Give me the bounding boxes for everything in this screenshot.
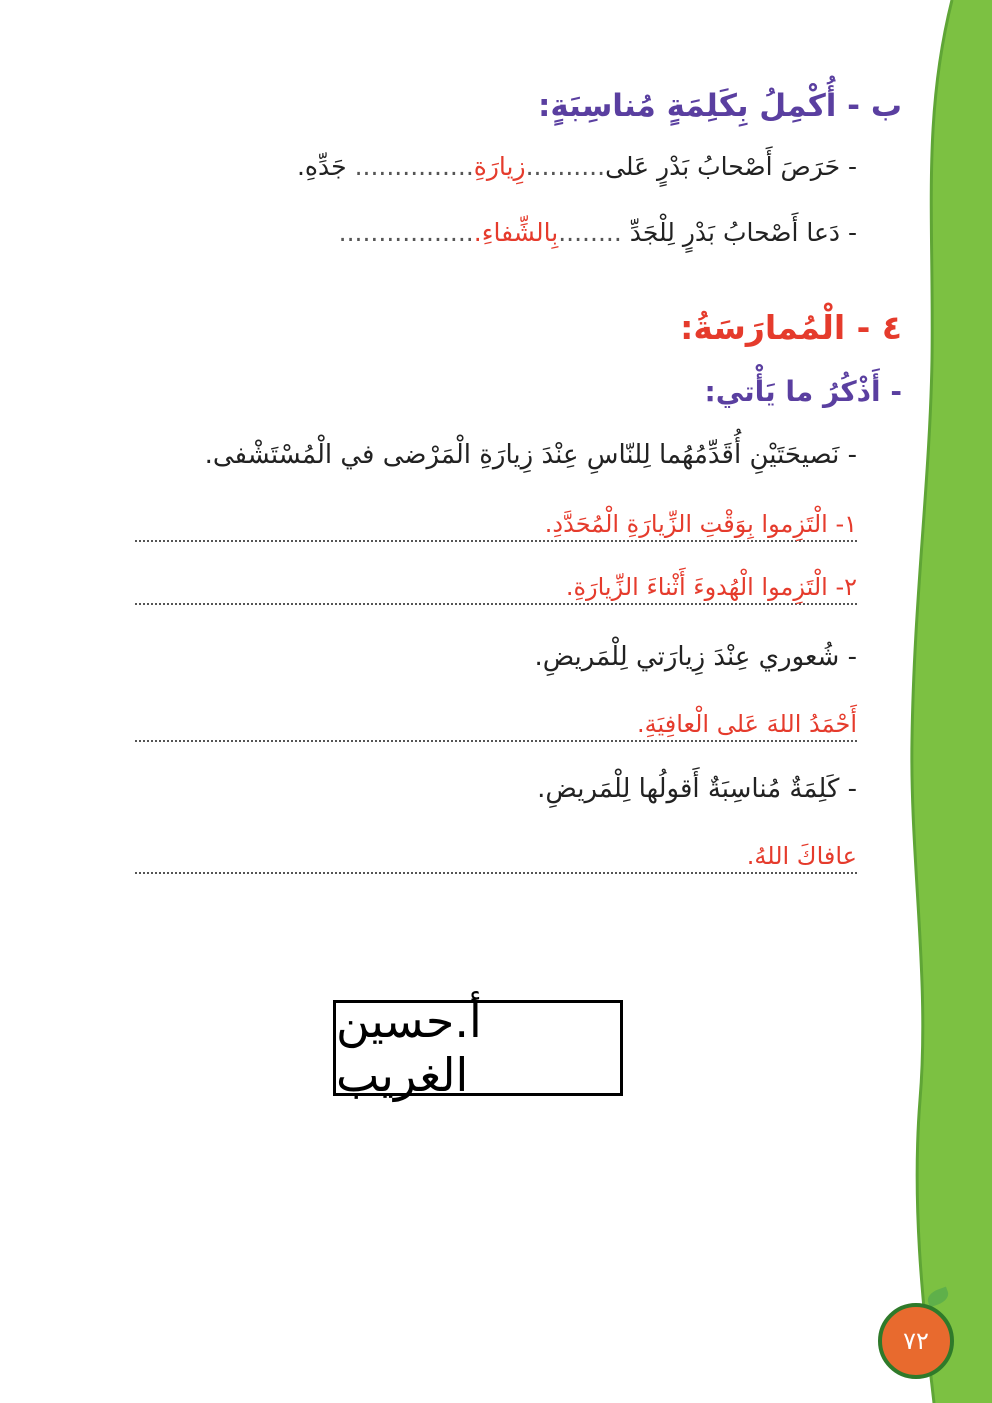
line2-answer: بِالشِّفاءِ.: [473, 218, 559, 247]
line2-start: - دَعا أَصْحابُ بَدْرٍ لِلْجَدِّ: [629, 218, 857, 247]
section-4-heading: ٤ - الْمُمارَسَةُ:: [680, 308, 902, 347]
answer-line-2: [135, 563, 857, 605]
answer-4-text: عافاكَ اللهُ.: [746, 842, 857, 870]
fill-blank-line-1: - حَرَصَ أَصْحابُ بَدْرٍ عَلى..........زِيارَةِ............... جَدِّهِ.: [296, 152, 857, 181]
answer-line-3: [135, 700, 857, 742]
answer-3-text: أَحْمَدُ اللهَ عَلى الْعافِيَةِ.: [636, 710, 857, 738]
question-1: - نَصيحَتَيْنِ أُقَدِّمُهُما لِلنّاسِ عِنْدَ زِيارَةِ الْمَرْضى في الْمُسْتَشْفى.: [204, 440, 857, 470]
line1-end: جَدِّهِ.: [296, 152, 347, 181]
author-name-box: أ.حسين الغريب: [333, 1000, 623, 1096]
answer-line-4: [135, 832, 857, 874]
answer-1-text: ١- الْتَزِموا بِوَقْتِ الزِّيارَةِ الْمُحَدَّدِ.: [544, 510, 857, 538]
answer-2-text: ٢- الْتَزِموا الْهُدوءَ أَثْناءَ الزِّيارَةِ.: [565, 573, 857, 601]
fill-blank-line-2: - دَعا أَصْحابُ بَدْرٍ لِلْجَدِّ ........بِالشِّفاءِ..................: [338, 218, 857, 247]
section-b-heading: ب - أُكْمِلُ بِكَلِمَةٍ مُناسِبَةٍ:: [537, 88, 902, 124]
question-3: - كَلِمَةٌ مُناسِبَةٌ أَقولُها لِلْمَريضِ.: [537, 774, 857, 804]
question-2: - شُعوري عِنْدَ زِيارَتي لِلْمَريضِ.: [534, 642, 857, 672]
page-number: ٧٢: [878, 1303, 954, 1379]
answer-line-1: [135, 500, 857, 542]
section-4-subheading: - أَذْكُرُ ما يَأْتي:: [704, 375, 902, 408]
decorative-green-band: [882, 0, 992, 1403]
line1-start: - حَرَصَ أَصْحابُ بَدْرٍ عَلى: [605, 152, 857, 181]
line1-answer: زِيارَةِ: [473, 152, 526, 181]
